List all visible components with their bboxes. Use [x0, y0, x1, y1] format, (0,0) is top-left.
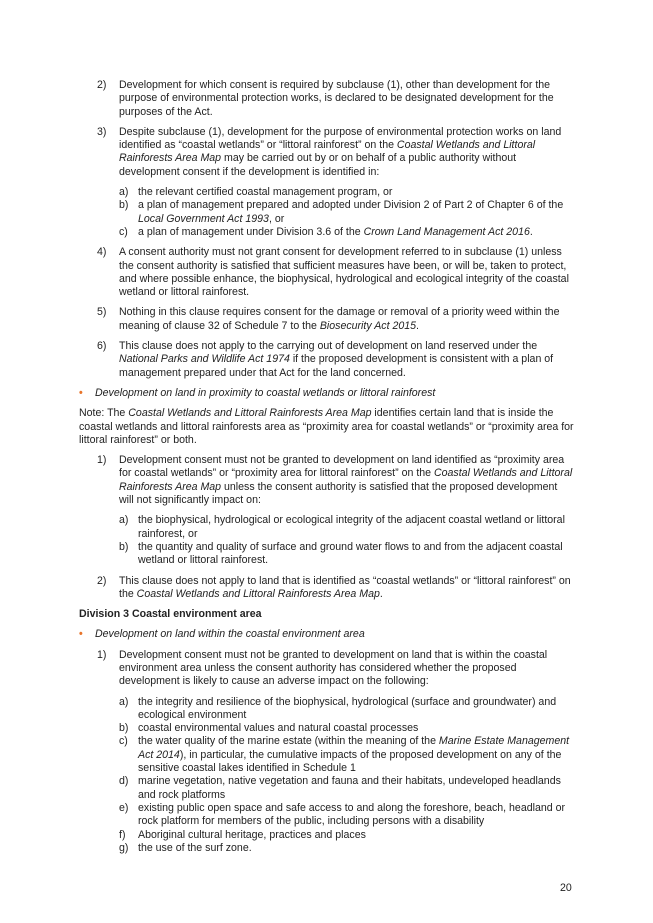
- sub-item: [79, 842, 574, 855]
- item-number: 2): [97, 574, 107, 587]
- text-run: marine vegetation, native vegetation and fauna and their habitats, undeveloped headlands and rock platforms: [138, 775, 561, 801]
- text-run: ), in particular, the cumulative impacts of the proposed development on any of the sensitive coastal lakes identified in Schedule 1: [138, 748, 562, 775]
- text-run: unless the consent authority is satisfied that the proposed development will not significantly impact on:: [119, 480, 558, 507]
- bullet-text: Development on land within the coastal environment area: [95, 628, 365, 641]
- text-run: the integrity and resilience of the biophysical, hydrological (surface and groundwater) and ecological environment: [138, 695, 557, 721]
- numbered-item: [79, 454, 574, 507]
- sub-item-letter: d): [119, 775, 129, 788]
- bullet-text: Development on land in proximity to coastal wetlands or littoral rainforest: [95, 386, 436, 399]
- item-number: 1): [97, 648, 107, 661]
- sub-item: [79, 514, 574, 541]
- sub-item: [79, 775, 574, 802]
- item-number: 4): [97, 246, 107, 259]
- sub-item: [79, 802, 574, 829]
- division-heading: Division 3 Coastal environment area: [79, 608, 262, 621]
- italic-citation: Crown Land Management Act 2016: [363, 225, 530, 238]
- sub-item-letter: b): [119, 199, 129, 212]
- item-number: 1): [97, 454, 107, 467]
- sub-item-text: [138, 802, 565, 827]
- sub-item-text: [138, 722, 418, 734]
- item-text: [119, 79, 554, 118]
- sub-item-text: [138, 514, 565, 539]
- text-run: existing public open space and safe access to and along the foreshore, beach, headland or rock platform for members of the public, including persons with a disability: [138, 801, 565, 828]
- text-run: Development consent must not be granted to development on land that is within the coastal environment area unless the consent authority has considered whether the proposed development is likely to cause an adverse impact on the following:: [119, 648, 548, 688]
- sub-item-text: [138, 775, 561, 800]
- italic-citation: Local Government Act 1993: [138, 212, 269, 225]
- text-run: the water quality of the marine estate (within the meaning of the: [138, 735, 439, 748]
- text-run: identifies certain land that is inside the coastal wetlands and littoral rainforests area as “proximity area for coastal wetlands” or “proximity area for littoral rainforest” or both.: [79, 407, 574, 446]
- sub-item-letter: a): [119, 186, 129, 199]
- numbered-item: [79, 306, 574, 333]
- sub-item-letter: f): [119, 828, 126, 841]
- text-run: a plan of management prepared and adopted under Division 2 of Part 2 of Chapter 6 of the: [138, 199, 564, 212]
- item-number: 6): [97, 340, 107, 353]
- page-content: [79, 79, 574, 862]
- text-run: the quantity and quality of surface and ground water flows to and from the adjacent coastal wetland or littoral rainforest.: [138, 540, 563, 567]
- sub-item-letter: g): [119, 841, 129, 854]
- numbered-item: [79, 340, 574, 380]
- sub-item-text: [138, 226, 533, 238]
- item-text: [119, 340, 553, 379]
- sub-item-letter: b): [119, 722, 129, 735]
- item-text: [119, 575, 571, 600]
- italic-citation: Coastal Wetlands and Littoral Rainforests Area Map: [119, 467, 573, 493]
- item-number: 3): [97, 125, 107, 138]
- numbered-item: [79, 126, 574, 179]
- sub-item-list: [79, 514, 574, 567]
- sub-item-text: [138, 842, 252, 854]
- item-number: 5): [97, 306, 107, 319]
- numbered-item: [79, 246, 574, 299]
- text-run: Despite subclause (1), development for the purpose of environmental protection works on land identified as “coastal wetlands” or “littoral rainforest” on the: [119, 125, 562, 152]
- sub-item: [79, 696, 574, 723]
- text-run: may be carried out by or on behalf of a public authority without development consent if the development is identified in:: [119, 152, 517, 178]
- sub-item: [79, 829, 574, 842]
- sub-item-list: [79, 696, 574, 856]
- item-number: 2): [97, 79, 107, 91]
- text-run: .: [529, 225, 533, 238]
- item-text: [119, 126, 561, 178]
- text-run: a plan of management under Division 3.6 of the: [138, 225, 364, 238]
- italic-citation: Coastal Wetlands and Littoral Rainforests Area Map: [128, 407, 372, 420]
- sub-item: [79, 199, 574, 226]
- text-run: Development consent must not be granted to development on land identified as “proximity area for coastal wetlands” or “proximity area for littoral rainforest” on the: [119, 454, 565, 480]
- text-run: This clause does not apply to land that is identified as “coastal wetlands” or “littoral rainforest” on the: [119, 574, 571, 600]
- text-run: the biophysical, hydrological or ecological integrity of the adjacent coastal wetland or littoral rainforest, or: [138, 514, 565, 540]
- sub-item-text: [138, 186, 392, 198]
- italic-citation: Coastal Wetlands and Littoral Rainforests Area Map: [136, 587, 380, 600]
- text-run: the use of the surf zone.: [138, 841, 252, 854]
- sub-item-letter: c): [119, 735, 128, 748]
- note-paragraph: [79, 407, 574, 447]
- item-text: [119, 649, 547, 688]
- sub-item-letter: c): [119, 225, 128, 238]
- italic-citation: Marine Estate Management Act 2014: [138, 735, 570, 761]
- text-run: coastal environmental values and natural coastal processes: [138, 722, 419, 735]
- sub-item-text: [138, 696, 556, 721]
- sub-item-letter: e): [119, 801, 129, 814]
- text-run: , or: [268, 212, 285, 225]
- sub-item-letter: a): [119, 695, 129, 708]
- text-run: the relevant certified coastal management program, or: [138, 186, 393, 199]
- text-run: .: [379, 587, 383, 600]
- sub-item-text: [138, 829, 366, 841]
- bullet-heading-coastal-environment: [79, 628, 574, 641]
- italic-citation: National Parks and Wildlife Act 1974: [119, 353, 290, 366]
- sub-item-letter: a): [119, 514, 129, 527]
- sub-item: [79, 735, 574, 775]
- numbered-item: [79, 649, 574, 689]
- sub-item-text: [138, 541, 563, 566]
- text-run: Aboriginal cultural heritage, practices and places: [138, 828, 366, 841]
- numbered-item: [79, 79, 574, 119]
- clause-list-b: [79, 454, 574, 601]
- text-run: Note: The: [79, 407, 129, 420]
- sub-item-list: [79, 186, 574, 239]
- sub-item-letter: b): [119, 540, 129, 553]
- sub-item: [79, 226, 574, 239]
- item-text: [119, 246, 569, 298]
- bullet-icon: •: [79, 386, 83, 399]
- bullet-icon: •: [79, 628, 83, 641]
- text-run: if the proposed development is consistent with a plan of management prepared under that Act for the land concerned.: [119, 353, 554, 379]
- italic-citation: Coastal Wetlands and Littoral Rainforests Area Map: [119, 139, 536, 165]
- italic-citation: Biosecurity Act 2015: [319, 319, 417, 332]
- text-run: A consent authority must not grant consent for development referred to in subclause (1) unless the consent authority is satisfied that sufficient measures have been, or will be, taken to protect, and where possible enhance, the biophysical, hydrological and ecological integrity of the coastal wetland or littoral rainforest.: [119, 246, 569, 299]
- bullet-heading-proximity: [79, 387, 574, 400]
- text-run: Development for which consent is required by subclause (1), other than development for the purpose of environmental protection works, is declared to be designated development for the purposes of the Act.: [119, 79, 554, 118]
- sub-item: [79, 722, 574, 735]
- text-run: Nothing in this clause requires consent for the damage or removal of a priority weed within the meaning of clause 32 of Schedule 7 to the: [119, 306, 560, 332]
- sub-item-text: [138, 735, 569, 774]
- sub-item: [79, 541, 574, 568]
- item-text: [119, 306, 559, 331]
- page-number: 20: [560, 882, 572, 894]
- clause-list-a: [79, 79, 574, 380]
- item-text: [119, 454, 572, 506]
- sub-item: [79, 186, 574, 199]
- text-run: .: [416, 319, 419, 332]
- numbered-item: [79, 575, 574, 602]
- clause-list-c: [79, 649, 574, 855]
- text-run: This clause does not apply to the carrying out of development on land reserved under the: [119, 340, 538, 353]
- sub-item-text: [138, 199, 563, 224]
